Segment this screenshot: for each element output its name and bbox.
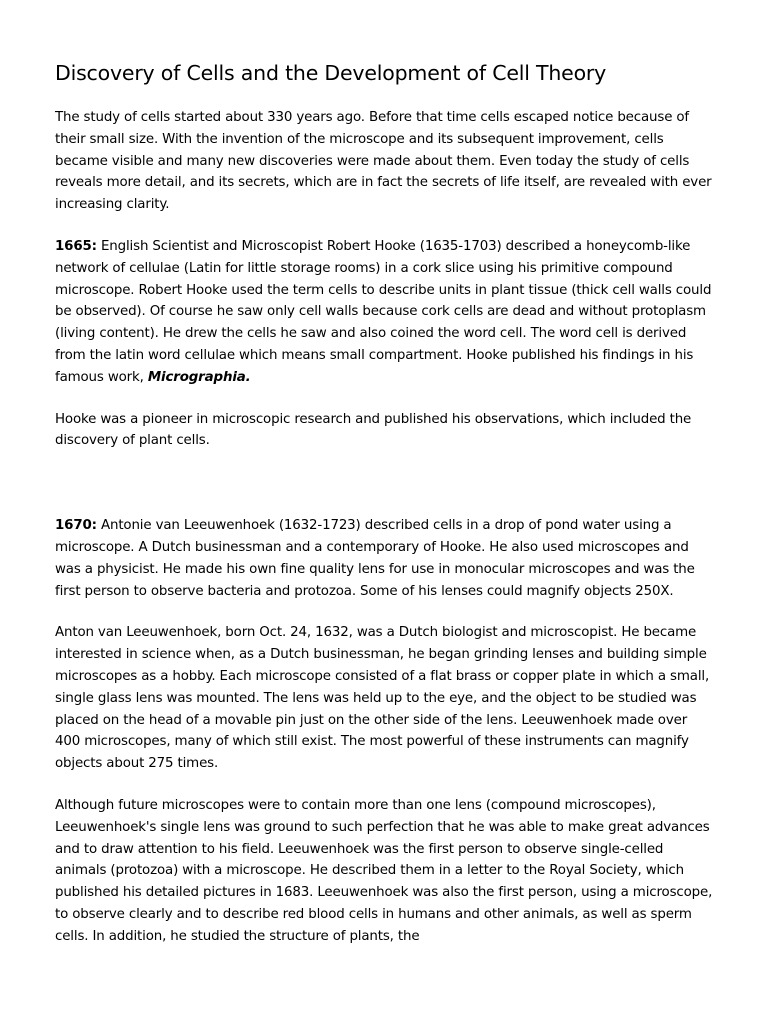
page-title: Discovery of Cells and the Development of Cell Theory [55,61,607,85]
intro-paragraph: The study of cells started about 330 years ago. Before that time cells escaped notice because of their small size. With the invention of the microscope and its subsequent improvement, cells became visible and many new discoveries were made about them. Even today the study of cells reveals more detail, and its secrets, which are in fact the secrets of life itself, are revealed with ever increasing clarity. [55,110,712,213]
year-1670-label: 1670: [55,518,97,534]
document-page [55,58,715,948]
leeuwenhoek-text: Antonie van Leeuwenhoek (1632-1723) described cells in a drop of pond water using a microscope. A Dutch businessman and a contemporary of Hooke. He also used microscopes and was a physicist. He made his own fine quality lens for use in monocular microscopes and was the first person to observe bacteria and protozoa. Some of his lenses could magnify objects 250X. [55,518,695,599]
hooke-pioneer-paragraph: Hooke was a pioneer in microscopic research and published his observations, which included the discovery of plant cells. [55,411,692,449]
leeuwenhoek-paragraph [55,515,715,602]
leeuwenhoek-legacy-paragraph: Although future microscopes were to contain more than one lens (compound microscopes), Leeuwenhoek's single lens was ground to such perfection that he was able to make great advances and to draw attention to his field. Leeuwenhoek was the first person to observe single-celled animals (protozoa) with a microscope. He described them in a letter to the Royal Society, which published his detailed pictures in 1683. Leeuwenhoek was also the first person, using a microscope, to observe clearly and to describe red blood cells in humans and other animals, as well as sperm cells. In addition, he studied the structure of plants, the [55,797,713,944]
leeuwenhoek-bio-paragraph: Anton van Leeuwenhoek, born Oct. 24, 1632, was a Dutch biologist and microscopist. He became interested in science when, as a Dutch businessman, he began grinding lenses and building simple microscopes as a hobby. Each microscope consisted of a flat brass or copper plate in which a small, single glass lens was mounted. The lens was held up to the eye, and the object to be studied was placed on the head of a movable pin just on the other side of the lens. Leeuwenhoek made over 400 microscopes, many of which still exist. The most powerful of these instruments can magnify objects about 275 times. [55,625,710,772]
hooke-paragraph [55,236,715,389]
hooke-text: English Scientist and Microscopist Robert Hooke (1635-1703) described a honeycomb-like network of cellulae (Latin for little storage rooms) in a cork slice using his primitive compound microscope. Robert Hooke used the term cells to describe units in plant tissue (thick cell walls could be observed). Of course he saw only cell walls because cork cells are dead and without protoplasm (living content). He drew the cells he saw and also coined the word cell. The word cell is derived from the latin word cellulae which means small compartment. Hooke published his findings in his famous work, [55,238,712,385]
micrographia-title: Micrographia. [147,369,251,385]
year-1665-label: 1665: [55,238,97,254]
